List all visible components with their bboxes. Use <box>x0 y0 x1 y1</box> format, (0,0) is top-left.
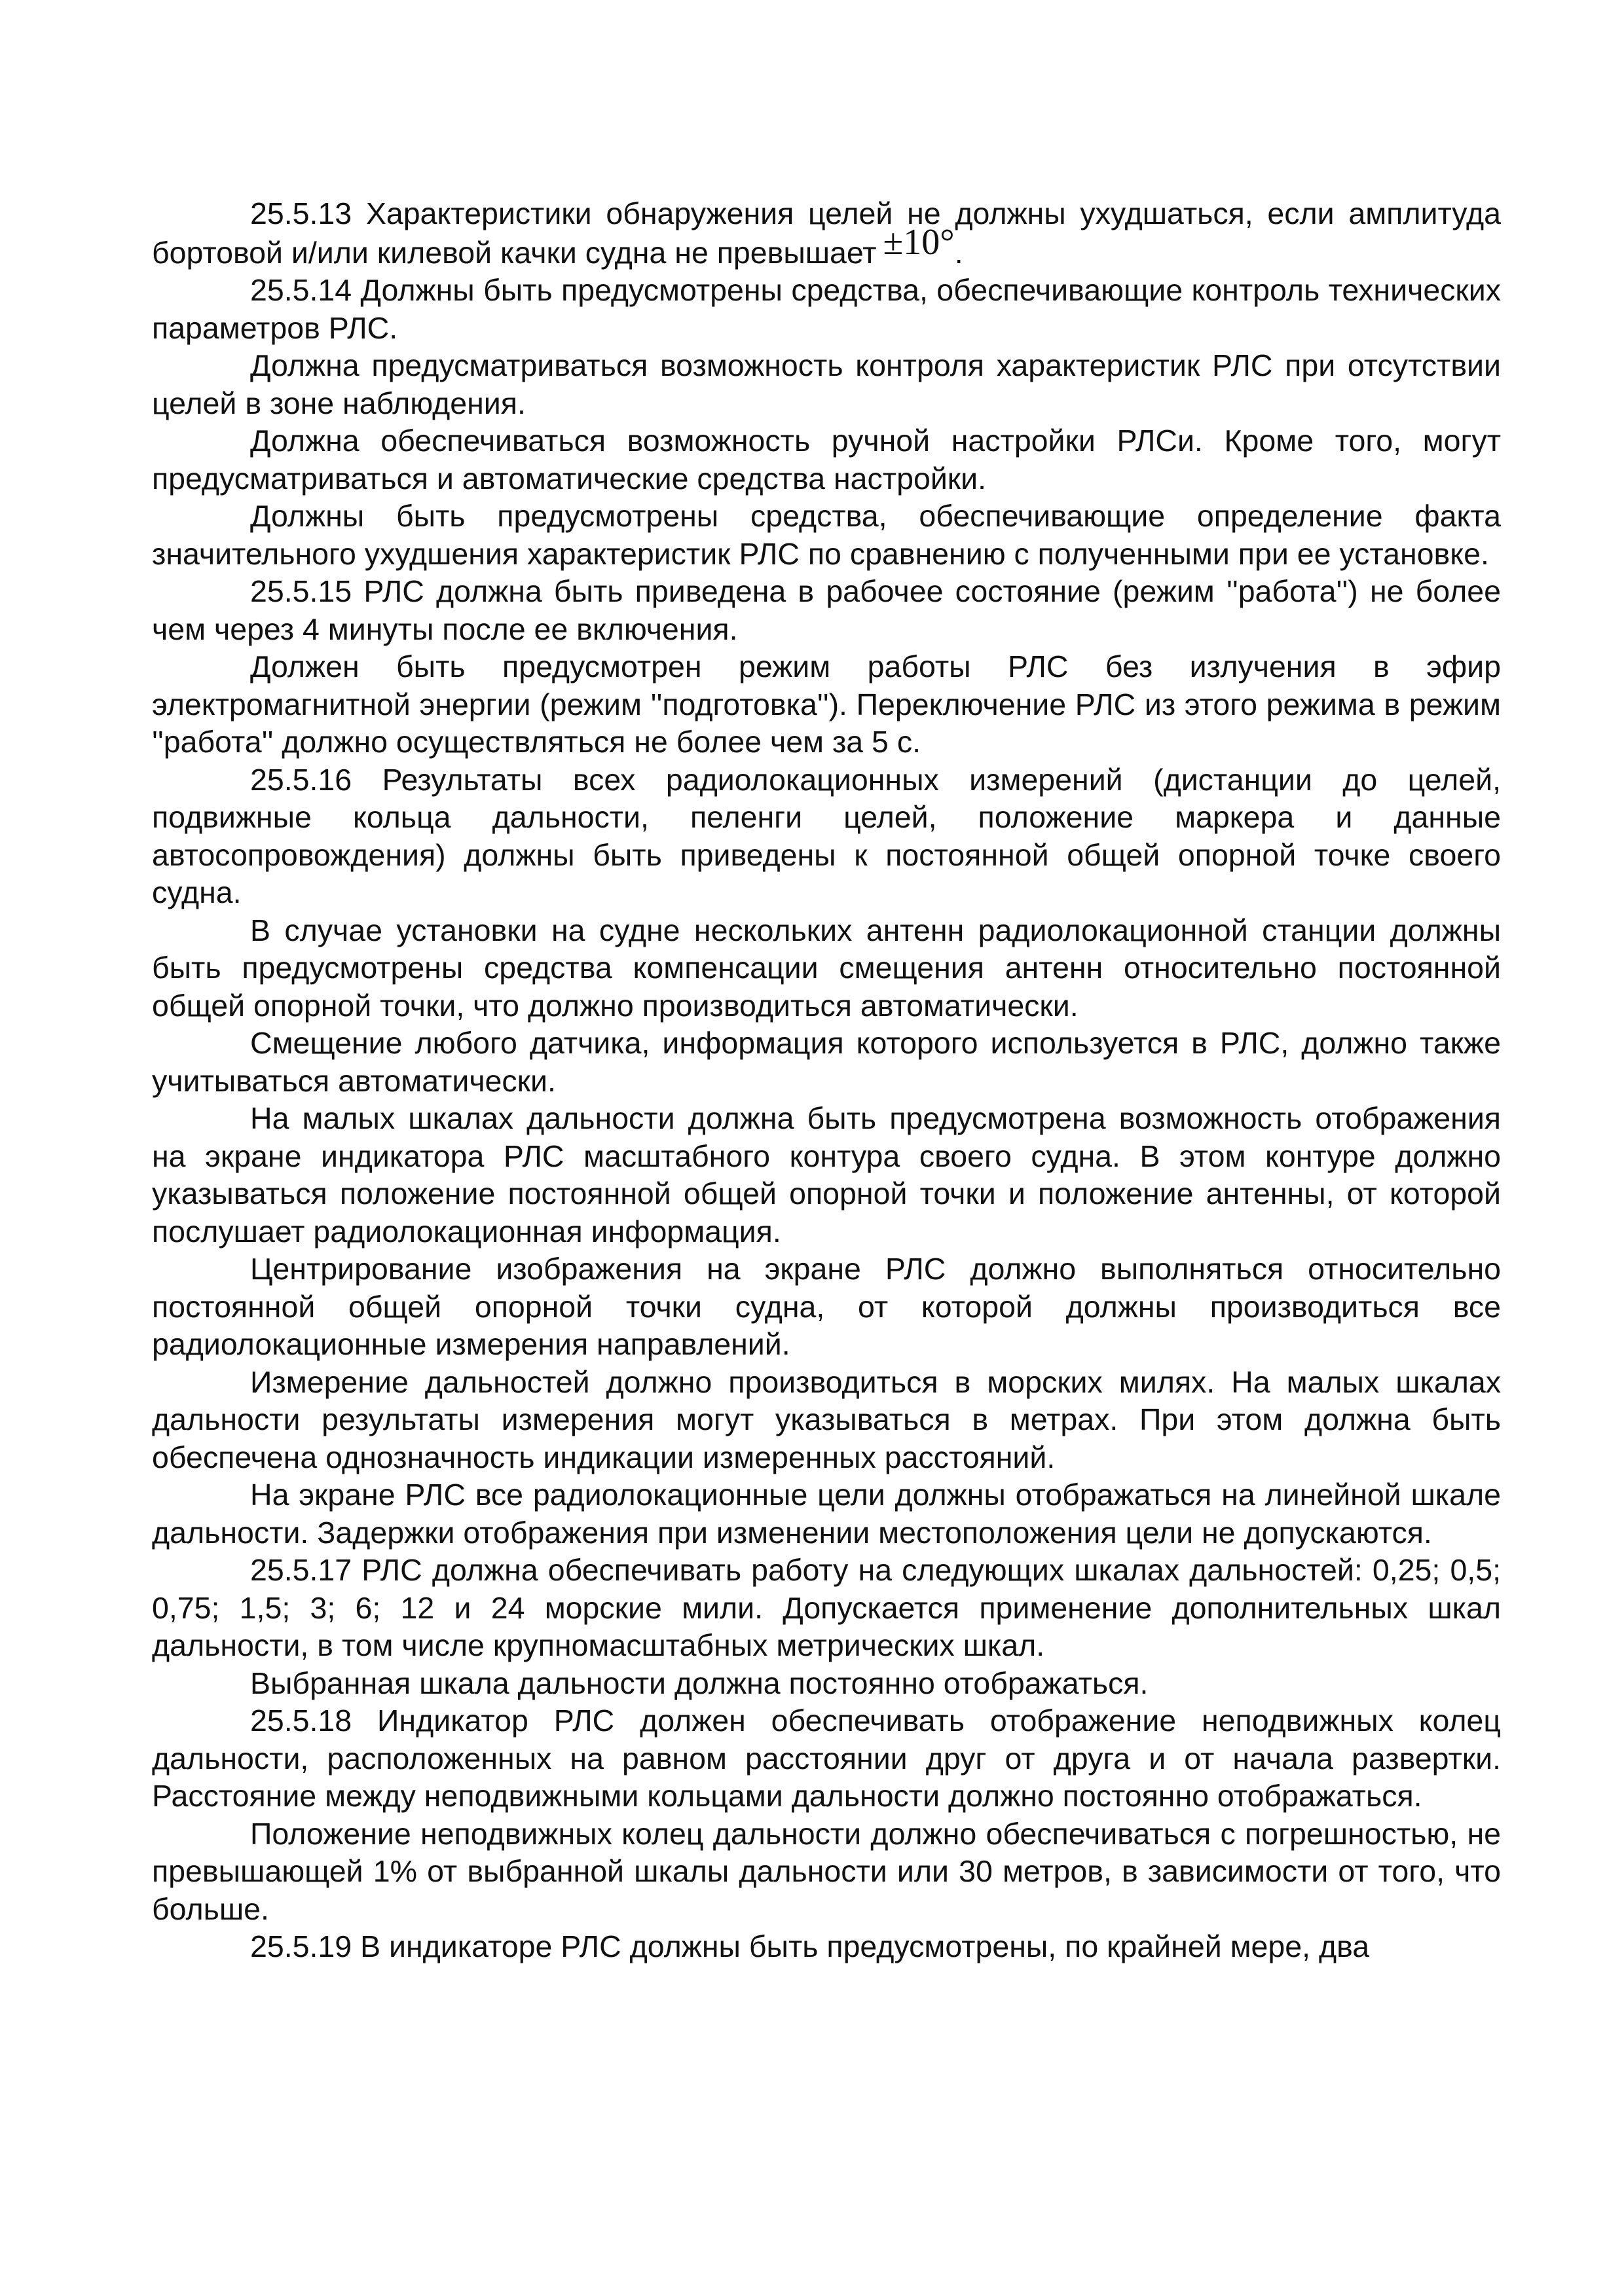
paragraph: На экране РЛС все радиолокационные цели должны отображаться на линейной шкале дальности. Задержки отображения при изменении местоположения цели не допускаются. <box>152 1478 1501 1550</box>
paragraph: Выбранная шкала дальности должна постоянно отображаться. <box>250 1666 1149 1700</box>
paragraph-text: 25.5.13 Характеристики обнаружения целей не должны ухудшаться, если амплитуда бортовой и/или килевой качки судна не превышает <box>152 196 1501 270</box>
paragraph-25-5-16: 25.5.16 Результаты всех радиолокационных измерений (дистанции до целей, подвижные кольца дальности, пеленги целей, положение маркера и данные автосопровождения) должны быть приведены к постоянной общей опорной точке своего судна. <box>152 762 1501 909</box>
paragraph-25-5-17: 25.5.17 РЛС должна обеспечивать работу на следующих шкалах дальностей: 0,25; 0,5; 0,75; 1,5; 3; 6; 12 и 24 морские мили. Допускается применение дополнительных шкал дальности, в том числе крупномасштабных метрических шкал. <box>152 1553 1501 1662</box>
paragraph-tail: . <box>954 235 963 270</box>
paragraph: Должна обеспечиваться возможность ручной настройки РЛСи. Кроме того, могут предусматриваться и автоматические средства настройки. <box>152 424 1501 496</box>
paragraph-25-5-18: 25.5.18 Индикатор РЛС должен обеспечивать отображение неподвижных колец дальности, расположенных на равном расстоянии друг от друга и от начала развертки. Расстояние между неподвижными кольцами дальности должно постоянно отображаться. <box>152 1704 1501 1813</box>
paragraph: Должна предусматриваться возможность контроля характеристик РЛС при отсутствии целей в зоне наблюдения. <box>152 348 1501 420</box>
paragraph: Смещение любого датчика, информация которого используется в РЛС, должно также учитываться автоматически. <box>152 1026 1501 1098</box>
paragraph: Должен быть предусмотрен режим работы РЛС без излучения в эфир электромагнитной энергии (режим ''подготовка''). Переключение РЛС из этого режима в режим ''работа'' должно осуществляться не более чем за 5 с. <box>152 649 1501 759</box>
paragraph: Центрирование изображения на экране РЛС должно выполняться относительно постоянной общей опорной точки судна, от которой должны производиться все радиолокационные измерения направлений. <box>152 1252 1501 1361</box>
paragraph-25-5-15: 25.5.15 РЛС должна быть приведена в рабочее состояние (режим ''работа'') не более чем через 4 минуты после ее включения. <box>152 574 1501 646</box>
paragraph: Положение неподвижных колец дальности должно обеспечиваться с погрешностью, не превышающей 1% от выбранной шкалы дальности или 30 метров, в зависимости от того, что больше. <box>152 1816 1501 1926</box>
paragraph-25-5-19: 25.5.19 В индикаторе РЛС должны быть предусмотрены, по крайней мере, два <box>250 1929 1370 1963</box>
paragraph-25-5-13 <box>152 195 1501 272</box>
paragraph: Измерение дальностей должно производиться в морских милях. На малых шкалах дальности результаты измерения могут указываться в метрах. При этом должна быть обеспечена однозначность индикации измеренных расстояний. <box>152 1364 1501 1474</box>
paragraph-25-5-14: 25.5.14 Должны быть предусмотрены средства, обеспечивающие контроль технических параметров РЛС. <box>152 273 1501 345</box>
paragraph: На малых шкалах дальности должна быть предусмотрена возможность отображения на экране индикатора РЛС масштабного контура своего судна. В этом контуре должно указываться положение постоянной общей опорной точки и положение антенны, от которой послушает радиолокационная информация. <box>152 1101 1501 1248</box>
document-page <box>152 195 1501 1966</box>
paragraph: В случае установки на судне нескольких антенн радиолокационной станции должны быть предусмотрены средства компенсации смещения антенн относительно постоянной общей опорной точки, что должно производиться автоматически. <box>152 913 1501 1023</box>
paragraph: Должны быть предусмотрены средства, обеспечивающие определение факта значительного ухудшения характеристик РЛС по сравнению с полученными при ее установке. <box>152 499 1501 571</box>
plus-minus-ten-degrees: ±10° <box>883 221 955 263</box>
